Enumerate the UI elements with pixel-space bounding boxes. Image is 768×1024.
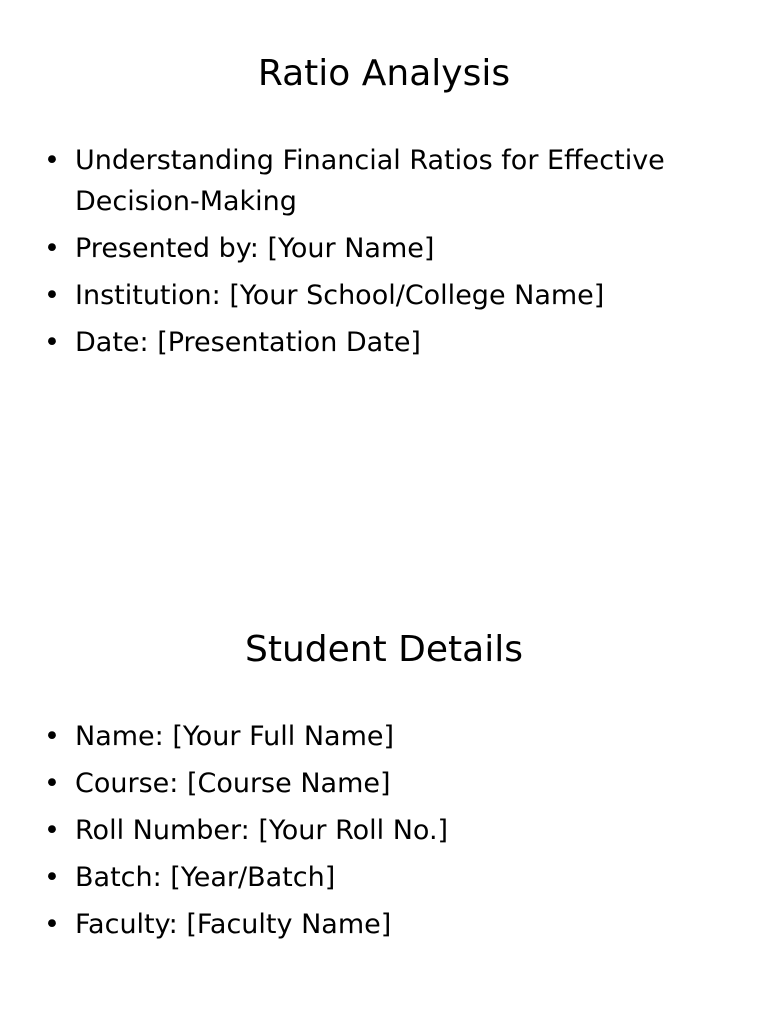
bullet-text: Batch: [Year/Batch] (75, 862, 336, 893)
slide-title: Ratio Analysis (257, 53, 511, 94)
bullet-dot-icon: • (44, 909, 60, 940)
bullet-text: Faculty: [Faculty Name] (75, 909, 392, 940)
bullet-text: Roll Number: [Your Roll No.] (75, 815, 449, 846)
bullet-item (44, 140, 704, 222)
bullet-text: Date: [Presentation Date] (75, 327, 421, 358)
bullet-text: Course: [Course Name] (75, 768, 391, 799)
bullet-text: Name: [Your Full Name] (75, 721, 395, 752)
bullet-text: Presented by: [Your Name] (75, 233, 435, 264)
bullet-item (44, 857, 704, 898)
bullet-dot-icon: • (44, 862, 60, 893)
bullet-list (44, 140, 704, 369)
slide-title: Student Details (245, 629, 523, 670)
bullet-dot-icon: • (44, 280, 60, 311)
bullet-item (44, 904, 704, 945)
bullet-dot-icon: • (44, 145, 60, 176)
bullet-item (44, 228, 704, 269)
bullet-item (44, 322, 704, 363)
bullet-text: Institution: [Your School/College Name] (75, 280, 605, 311)
bullet-item (44, 275, 704, 316)
bullet-item (44, 716, 704, 757)
slide-student-details (0, 576, 768, 1024)
bullet-dot-icon: • (44, 327, 60, 358)
bullet-list (44, 716, 704, 951)
bullet-dot-icon: • (44, 815, 60, 846)
bullet-item (44, 763, 704, 804)
bullet-dot-icon: • (44, 233, 60, 264)
bullet-dot-icon: • (44, 768, 60, 799)
bullet-text: Understanding Financial Ratios for Effective Decision-Making (75, 145, 665, 217)
bullet-item (44, 810, 704, 851)
bullet-dot-icon: • (44, 721, 60, 752)
